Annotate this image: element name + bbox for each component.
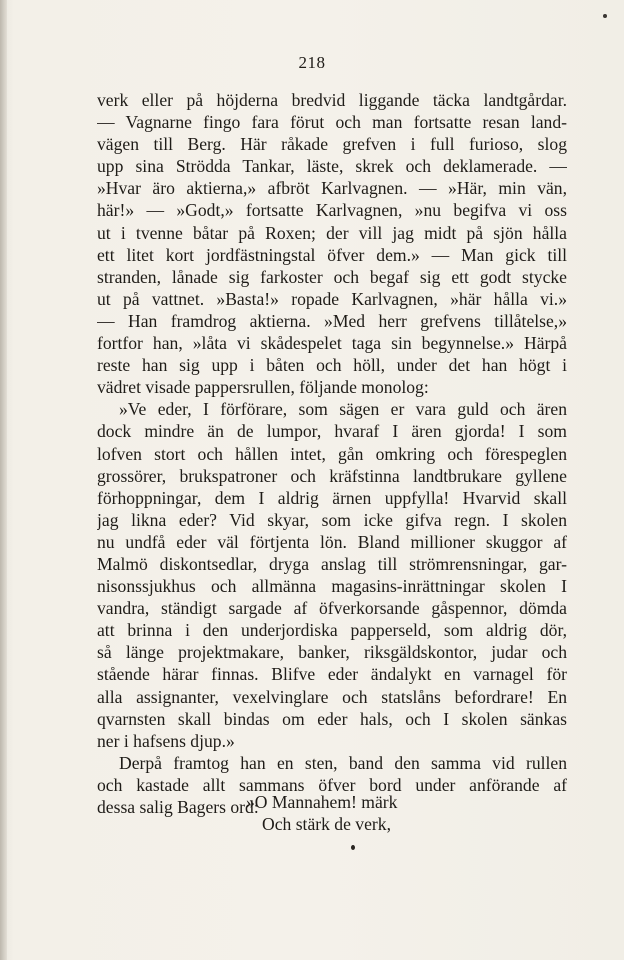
- text-line: lofven stort och hållen intet, gån omkring och förespeglen: [97, 443, 567, 464]
- text-line: stranden, lånade sig farkoster och begaf sig ett godt stycke: [97, 266, 567, 287]
- text-line: — Vagnarne fingo fara förut och man fortsatte resan land-: [97, 112, 567, 133]
- text-line: vägen till Berg. Här råkade grefven i full furioso, slog: [97, 134, 567, 155]
- text-line: nisonssjukhus och allmänna magasins-inrättningar skolen I: [97, 576, 567, 597]
- text-line: vandra, ständigt sargade af öfverkorsande gåspennor, dömda: [97, 598, 567, 619]
- text-line: vädret visade pappersrullen, följande monolog:: [97, 377, 429, 398]
- verse-line: »O Mannahem! märk: [246, 792, 398, 812]
- ink-speck: [603, 14, 607, 18]
- text-line: ner i hafsens djup.»: [97, 730, 235, 751]
- book-spine-shadow: [0, 0, 7, 960]
- text-line: ett litet kort jordfästningstal öfver dem.» — Man gick till: [97, 244, 567, 265]
- text-line: qvarnsten skall bindas om eder hals, och I skolen sänkas: [97, 708, 567, 729]
- text-line: fortfor han, »låta vi skådespelet taga sin begynnelse.» Härpå: [97, 333, 567, 354]
- text-line: grossörer, brukspatroner och kräfstinna landtbrukare gyllene: [97, 465, 567, 486]
- text-line: jag likna eder? Vid skyar, som icke gifva regn. I skolen: [97, 509, 567, 530]
- text-line: alla assignanter, vexelvinglare och statslåns befordrare! En: [97, 686, 567, 707]
- text-line: dessa salig Bagers ord:: [97, 797, 259, 817]
- text-line: och kastade allt sammans öfver bord under anförande af: [97, 774, 567, 795]
- text-line: »Ve eder, I förförare, som sägen er vara guld och ären: [119, 399, 567, 420]
- text-line: verk eller på höjderna bredvid liggande täcka landtgårdar.: [97, 90, 567, 110]
- text-line: här!» — »Godt,» fortsatte Karlvagnen, »nu begifva vi oss: [97, 200, 567, 221]
- page-number: 218: [298, 53, 326, 72]
- text-line: Derpå framtog han en sten, band den samma vid rullen: [119, 752, 567, 773]
- text-line: »Hvar äro aktierna,» afbröt Karlvagnen. — »Här, min vän,: [97, 178, 567, 199]
- text-line: — Han framdrog aktierna. »Med herr grefvens tillåtelse,»: [97, 310, 567, 331]
- text-line: Malmö diskontsedlar, dryga anslag till strömrensningar, gar-: [97, 553, 567, 574]
- text-line: ut i tvenne båtar på Roxen; der vill jag midt på sjön hålla: [97, 222, 567, 243]
- text-line: upp sina Strödda Tankar, läste, skrek och deklamerade. —: [97, 156, 567, 177]
- text-line: så länge projektmakare, banker, riksgäldskontor, judar och: [97, 642, 567, 663]
- verse-line: Och stärk de verk,: [262, 814, 391, 834]
- text-line: nu undfå eder väl förtjenta lön. Bland millioner skuggor af: [97, 531, 567, 552]
- text-line: dock mindre än de lumpor, hvaraf I ären gjorda! I som: [97, 421, 567, 442]
- text-line: att brinna i den underjordiska papperseld, som aldrig dör,: [97, 620, 567, 641]
- text-line: förhoppningar, dem I aldrig ärnen uppfylla! Hvarvid skall: [97, 487, 567, 508]
- text-line: stående härar finnas. Blifve eder ändalykt en varnagel för: [97, 664, 567, 685]
- body-text: [97, 89, 567, 818]
- text-line: reste han sig upp i båten och höll, under det han högt i: [97, 355, 567, 376]
- ink-speck: [351, 845, 355, 850]
- text-line: ut på vattnet. »Basta!» ropade Karlvagnen, »här hålla vi.»: [97, 288, 567, 309]
